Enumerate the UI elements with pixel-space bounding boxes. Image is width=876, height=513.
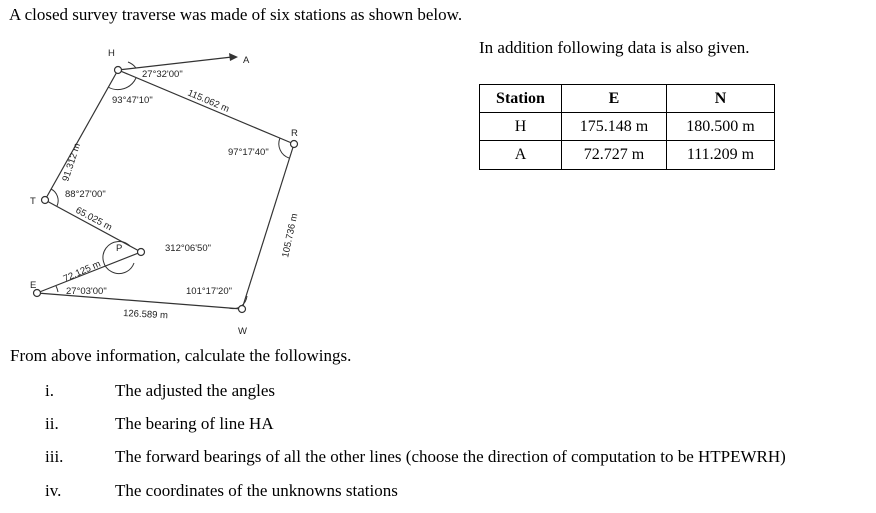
cell-northing: 180.500 m xyxy=(667,113,775,141)
station-label-h: H xyxy=(108,48,115,59)
intro-text: A closed survey traverse was made of six stations as shown below. xyxy=(9,5,463,24)
cell-easting: 175.148 m xyxy=(562,113,667,141)
question-number: ii. xyxy=(45,414,59,433)
angle-label-w: 101°17'20" xyxy=(186,286,232,297)
station-label-t: T xyxy=(30,196,36,207)
station-marker-h xyxy=(115,67,122,74)
length-label-pe: 72.125 m xyxy=(61,258,103,285)
station-marker-t xyxy=(42,197,49,204)
angle-label-h-top: 27°32'00" xyxy=(142,69,183,80)
angle-arc-e xyxy=(56,286,58,292)
angle-label-t: 88°27'00" xyxy=(65,189,106,200)
length-label-th: 91.312 m xyxy=(60,141,84,183)
station-marker-p xyxy=(138,249,145,256)
table-header-row xyxy=(480,85,775,113)
question-text: The coordinates of the unknowns stations xyxy=(115,481,398,500)
length-label-wr: 105.736 m xyxy=(280,212,301,259)
angle-label-r: 97°17'40" xyxy=(228,147,269,158)
line-t-h xyxy=(45,70,118,200)
table-row xyxy=(480,141,775,170)
header-easting: E xyxy=(562,85,667,113)
length-label-ew: 126.589 m xyxy=(122,308,169,322)
question-text: The adjusted the angles xyxy=(115,381,276,400)
station-marker-w xyxy=(239,306,246,313)
table-bottom-rule xyxy=(479,169,775,170)
traverse-diagram xyxy=(0,40,320,340)
question-number: i. xyxy=(45,381,54,400)
question-number: iv. xyxy=(45,481,62,500)
station-label-r: R xyxy=(291,128,298,139)
question-text: The bearing of line HA xyxy=(115,414,274,433)
length-label-tp: 65.025 m xyxy=(73,204,114,234)
line-h-r xyxy=(118,70,294,144)
cell-northing: 111.209 m xyxy=(667,141,775,170)
length-label-hr: 115.062 m xyxy=(185,87,231,116)
table-row xyxy=(480,113,775,141)
station-label-p: P xyxy=(116,243,123,254)
angle-label-p: 312°06'50" xyxy=(165,243,211,254)
line-t-p xyxy=(45,200,141,252)
cell-easting: 72.727 m xyxy=(562,141,667,170)
question-text: The forward bearings of all the other lines (choose the direction of computation to be HTPEWRH) xyxy=(115,447,786,466)
cell-station: A xyxy=(480,141,562,170)
header-northing: N xyxy=(667,85,775,113)
angle-label-e: 27°03'00" xyxy=(66,286,107,297)
station-label-e: E xyxy=(30,280,37,291)
additional-data-text: In addition following data is also given. xyxy=(479,38,750,57)
angle-label-h-inner: 93°47'10" xyxy=(112,95,153,106)
arrowhead-icon xyxy=(229,53,238,61)
header-station: Station xyxy=(480,85,562,113)
station-coordinates-table xyxy=(479,84,775,170)
from-above-text: From above information, calculate the followings. xyxy=(10,346,352,365)
station-marker-r xyxy=(291,141,298,148)
question-number: iii. xyxy=(45,447,64,466)
angle-arc-h-top xyxy=(128,62,136,68)
station-label-a: A xyxy=(243,55,250,66)
station-label-w: W xyxy=(238,326,247,337)
cell-station: H xyxy=(480,113,562,141)
